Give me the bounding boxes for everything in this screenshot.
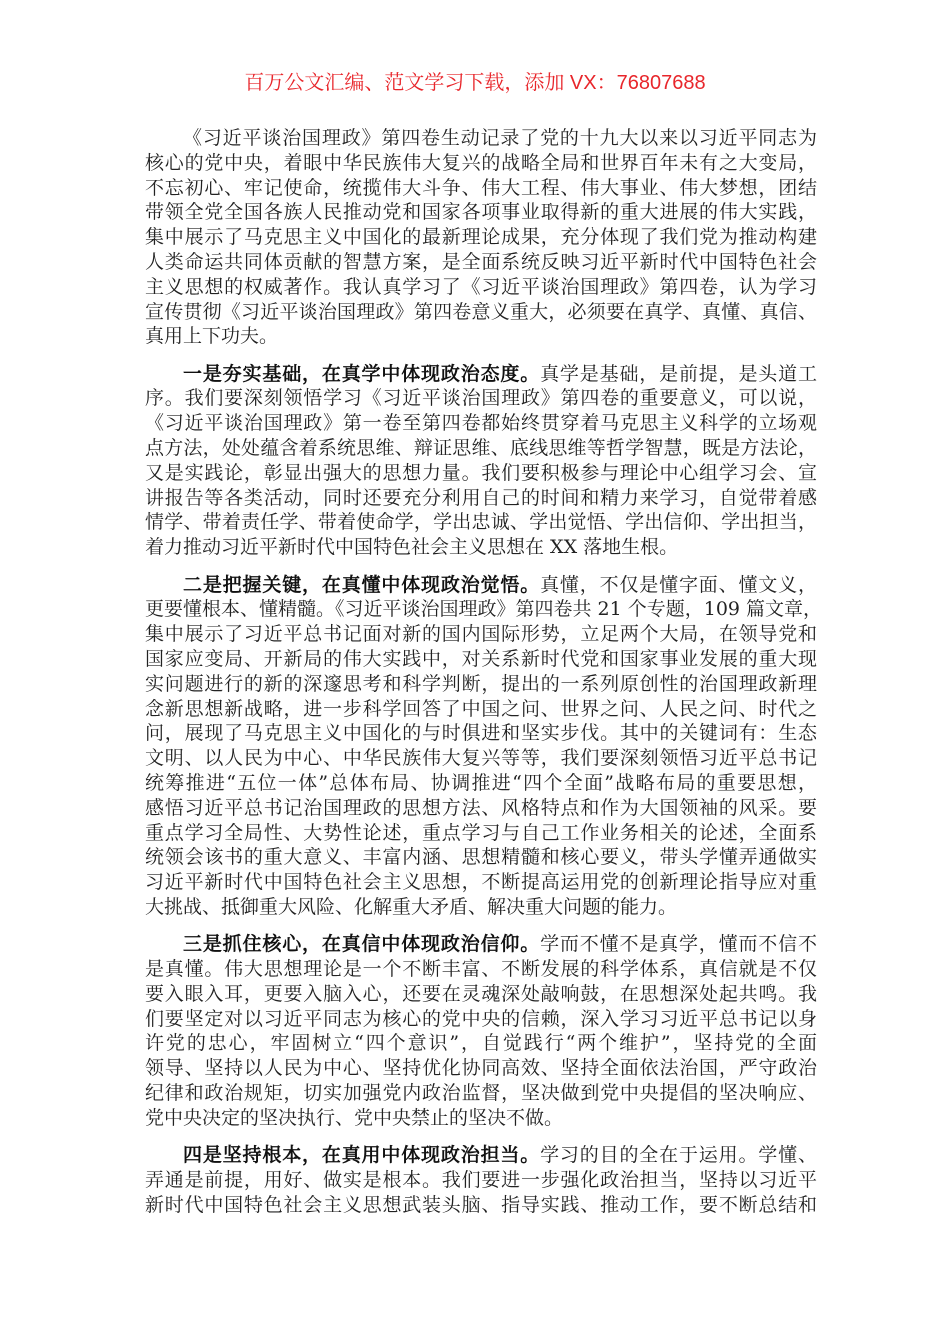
text-line — [145, 573, 817, 598]
text-line — [145, 362, 817, 387]
text-line — [145, 461, 817, 486]
text-line — [145, 721, 817, 746]
line-text: 更要懂根本、懂精髓。《习近平谈治国理政》第四卷共 21 个专题，109 篇文章， — [145, 598, 823, 621]
line-text: 《习近平谈治国理政》第一卷至第四卷都始终贯穿着马克思主义科学的立场观 — [145, 412, 817, 435]
text-line — [145, 386, 817, 411]
text-line — [145, 895, 817, 920]
line-text: 新时代中国特色社会主义思想武装头脑、指导实践、推动工作，要不断总结和 — [145, 1193, 817, 1216]
text-line — [145, 300, 817, 325]
text-line — [145, 1056, 817, 1081]
line-text: 统筹推进“五位一体”总体布局、协调推进“四个全面”战略布局的重要思想， — [145, 771, 817, 794]
line-text: 点方法，处处蕴含着系统思维、辩证思维、底线思维等哲学智慧，既是方法论， — [145, 437, 817, 460]
line-text: 主义思想的权威著作。我认真学习了《习近平谈治国理政》第四卷，认为学习 — [145, 275, 817, 298]
line-text: 许党的忠心，牢固树立“四个意识”，自觉践行“两个维护”，坚持党的全面 — [145, 1032, 817, 1055]
text-line — [145, 957, 817, 982]
line-text: 情学、带着责任学、带着使命学，学出忠诚、学出觉悟、学出信仰、学出担当， — [145, 511, 817, 534]
paragraph — [145, 362, 817, 560]
line-text: 大挑战、抵御重大风险、化解重大矛盾、解决重大问题的能力。 — [145, 895, 678, 918]
paragraph — [145, 932, 817, 1130]
text-line — [145, 932, 817, 957]
text-line — [145, 225, 817, 250]
paragraph — [145, 573, 823, 920]
text-line — [145, 436, 817, 461]
line-text: 文明、以人民为中心、中华民族伟大复兴等等，我们要深刻领悟习近平总书记 — [145, 747, 817, 770]
line-text: 学习的目的全在于运用。学懂、 — [540, 1144, 817, 1167]
text-line — [145, 1031, 817, 1056]
line-text: 序。我们要深刻领悟学习《习近平谈治国理政》第四卷的重要意义，可以说， — [145, 387, 817, 410]
line-text: 讲报告等各类活动，同时还要充分利用自己的时间和精力来学习，自觉带着感 — [145, 486, 817, 509]
text-line — [145, 622, 817, 647]
paragraph-heading: 一是夯实基础，在真学中体现政治态度。 — [183, 362, 541, 385]
text-line — [145, 870, 817, 895]
text-line — [145, 1081, 817, 1106]
line-text: 习近平新时代中国特色社会主义思想，不断提高运用党的创新理论指导应对重 — [145, 871, 817, 894]
line-text: 又是实践论，彰显出强大的思想力量。我们要积极参与理论中心组学习会、宣 — [145, 461, 817, 484]
line-text: 纪律和政治规矩，切实加强党内政治监督，坚决做到党中央提倡的坚决响应、 — [145, 1081, 817, 1104]
text-line — [145, 126, 817, 151]
text-line — [145, 535, 817, 560]
line-text: 国家应变局、开新局的伟大实践中，对关系新时代党和国家事业发展的重大现 — [145, 647, 817, 670]
text-line — [145, 796, 817, 821]
line-text: 是真懂。伟大思想理论是一个不断丰富、不断发展的科学体系，真信就是不仅 — [145, 958, 817, 980]
text-line — [145, 275, 817, 300]
text-line — [145, 176, 817, 201]
text-line — [145, 250, 817, 275]
text-line — [145, 1143, 817, 1168]
text-line — [145, 982, 817, 1007]
text-line — [145, 597, 823, 622]
line-text: 弄通是前提，用好、做实是根本。我们要进一步强化政治担当，坚持以习近平 — [145, 1168, 817, 1191]
paragraph-heading: 二是把握关键，在真懂中体现政治觉悟。 — [183, 573, 541, 596]
line-text: 集中展示了马克思主义中国化的最新理论成果，充分体现了我们党为推动构建 — [145, 226, 817, 249]
line-text: 重点学习全局性、大势性论述，重点学习与自己工作业务相关的论述，全面系 — [145, 821, 817, 844]
line-text: 真懂，不仅是懂字面、懂文义， — [540, 573, 817, 596]
line-text: 统领会该书的重大意义、丰富内涵、思想精髓和核心要义，带头学懂弄通做实 — [145, 846, 817, 869]
text-line — [145, 771, 817, 796]
watermark-header: 百万公文汇编、范文学习下载，添加 VX：76807688 — [244, 72, 706, 94]
text-line — [145, 746, 817, 771]
text-line — [145, 697, 817, 722]
text-line — [145, 1007, 817, 1032]
paragraph — [145, 126, 817, 349]
text-line — [145, 411, 817, 436]
line-text: 带领全党全国各族人民推动党和国家各项事业取得新的重大进展的伟大实践， — [145, 201, 817, 224]
paragraph — [145, 1143, 817, 1217]
line-text: 念新思想新战略，进一步科学回答了中国之问、世界之问、人民之问、时代之 — [145, 697, 817, 720]
paragraph-heading: 三是抓住核心，在真信中体现政治信仰。 — [183, 933, 541, 956]
text-line — [145, 1168, 817, 1193]
line-text: 问，展现了马克思主义中国化的与时俱进和坚实步伐。其中的关键词有：生态 — [145, 722, 817, 745]
line-text: 要入眼入耳，更要入脑入心，还要在灵魂深处敲响鼓，在思想深处起共鸣。我 — [145, 982, 817, 1005]
text-line — [145, 845, 817, 870]
line-text: 学而不懂不是真学，懂而不信不 — [540, 933, 817, 956]
text-line — [145, 200, 817, 225]
text-line — [145, 1106, 817, 1131]
line-text: 感悟习近平总书记治国理政的思想方法、风格特点和作为大国领袖的风采。要 — [145, 796, 817, 819]
line-text: 真用上下功夫。 — [145, 325, 279, 348]
text-line — [145, 821, 817, 846]
text-line — [145, 510, 817, 535]
text-line — [145, 486, 817, 511]
text-line — [145, 324, 817, 349]
line-text: 着力推动习近平新时代中国特色社会主义思想在 XX 落地生根。 — [145, 536, 679, 559]
line-text: 党中央决定的坚决执行、党中央禁止的坚决不做。 — [145, 1106, 564, 1129]
line-text: 不忘初心、牢记使命，统揽伟大斗争、伟大工程、伟大事业、伟大梦想，团结 — [145, 176, 817, 199]
text-line — [145, 1193, 817, 1218]
line-text: 人类命运共同体贡献的智慧方案，是全面系统反映习近平新时代中国特色社会 — [145, 250, 817, 273]
line-text: 领导、坚持以人民为中心、坚持优化协同高效、坚持全面依法治国，严守政治 — [145, 1057, 817, 1080]
text-line — [145, 151, 817, 176]
text-line — [145, 672, 817, 697]
paragraph-heading: 四是坚持根本，在真用中体现政治担当。 — [183, 1144, 541, 1167]
line-text: 《习近平谈治国理政》第四卷生动记录了党的十九大以来以习近平同志为 — [183, 127, 817, 149]
line-text: 核心的党中央，着眼中华民族伟大复兴的战略全局和世界百年未有之大变局， — [145, 151, 817, 174]
text-line — [145, 647, 817, 672]
line-text: 们要坚定对以习近平同志为核心的党中央的信赖，深入学习习近平总书记以身 — [145, 1007, 817, 1030]
line-text: 真学是基础，是前提，是头道工 — [540, 362, 817, 385]
line-text: 宣传贯彻《习近平谈治国理政》第四卷意义重大，必须要在真学、真懂、真信、 — [145, 300, 817, 323]
line-text: 集中展示了习近平总书记面对新的国内国际形势，立足两个大局，在领导党和 — [145, 623, 817, 646]
line-text: 实问题进行的新的深邃思考和科学判断，提出的一系列原创性的治国理政新理 — [145, 672, 817, 695]
document-body — [145, 126, 823, 1230]
